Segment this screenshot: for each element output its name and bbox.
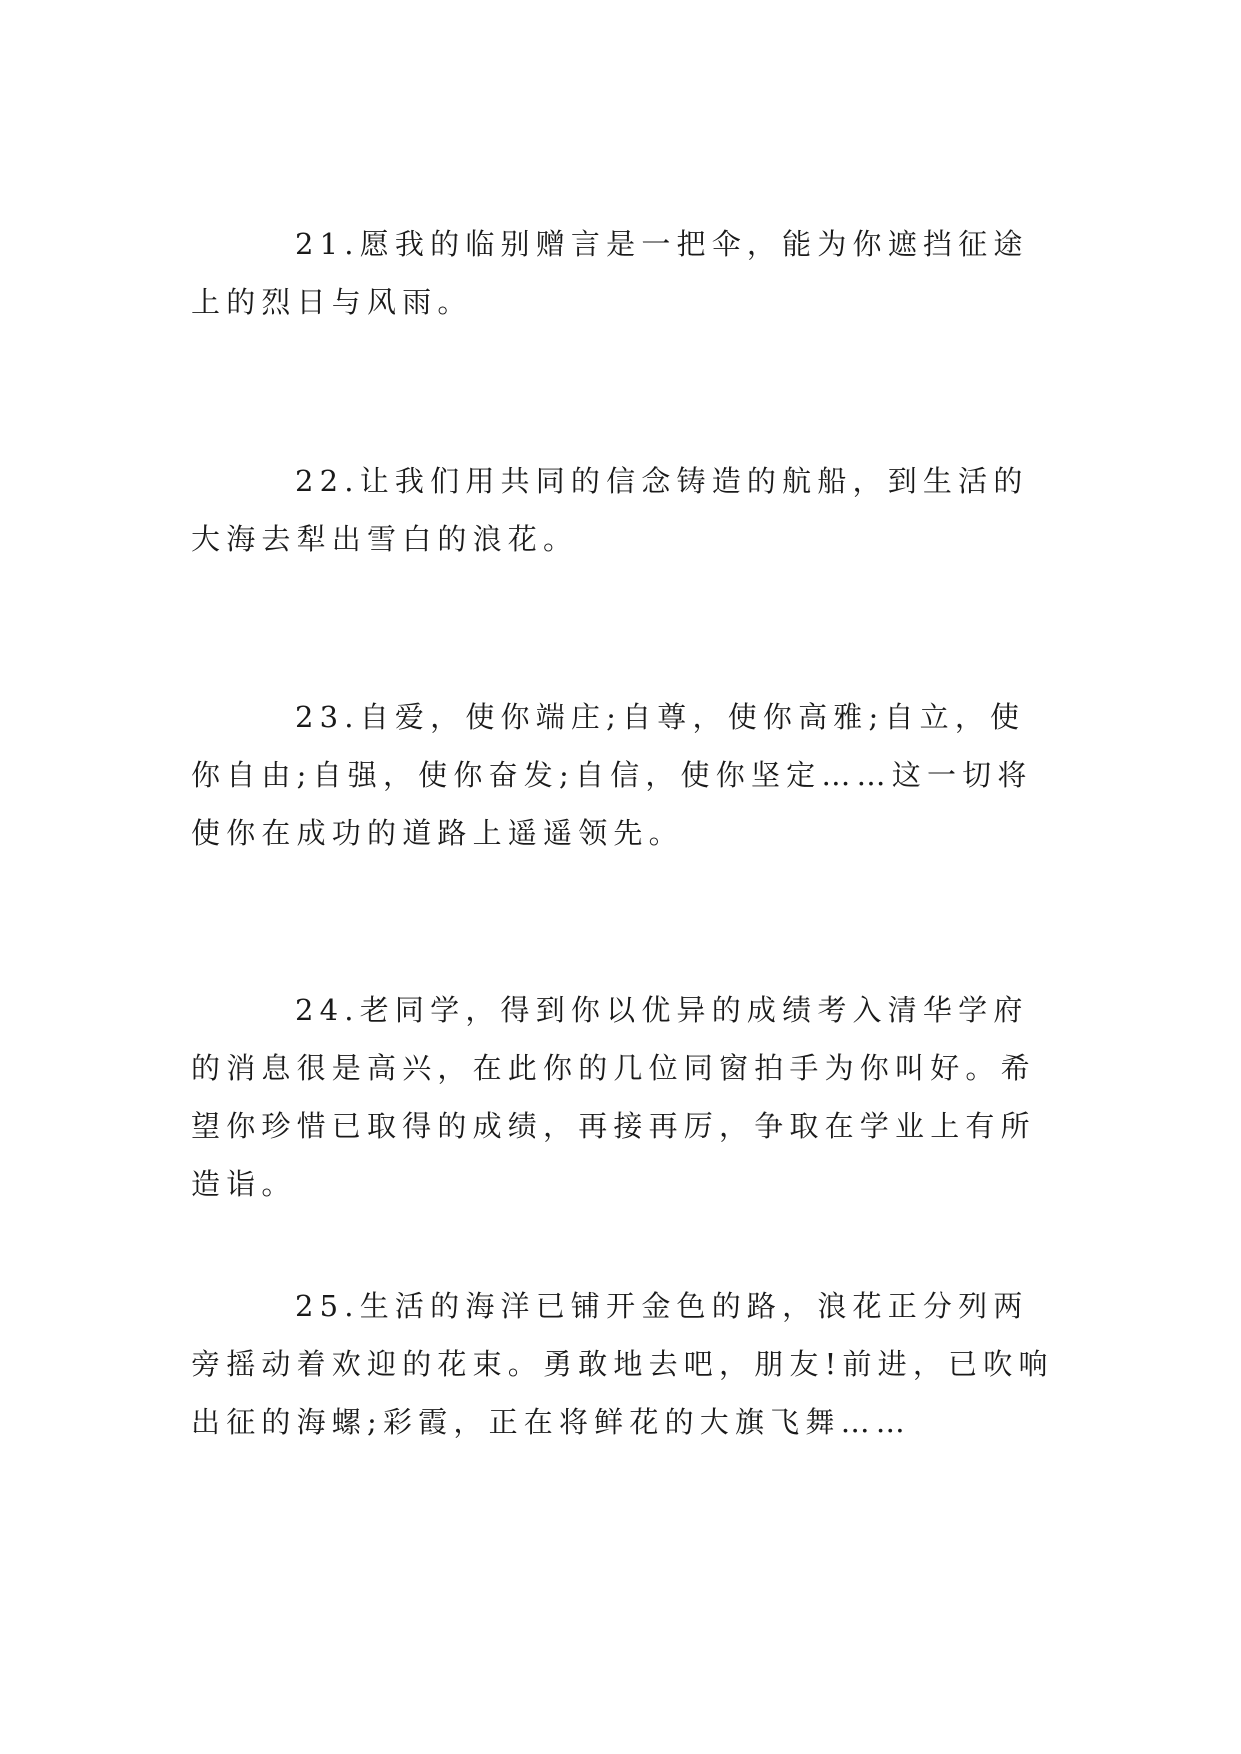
paragraph-25: 25.生活的海洋已铺开金色的路，浪花正分列两旁摇动着欢迎的花束。勇敢地去吧，朋友!前进，已吹响出征的海螺;彩霞，正在将鲜花的大旗飞舞…… (191, 1289, 1054, 1439)
paragraph-22: 22.让我们用共同的信念铸造的航船，到生活的大海去犁出雪白的浪花。 (191, 464, 1029, 556)
paragraph-23: 23.自爱，使你端庄;自尊，使你高雅;自立，使你自由;自强，使你奋发;自信，使你坚定……这一切将使你在成功的道路上遥遥领先。 (191, 700, 1033, 850)
paragraph-21: 21.愿我的临别赠言是一把伞，能为你遮挡征途上的烈日与风雨。 (191, 227, 1029, 319)
paragraph-24: 24.老同学，得到你以优异的成绩考入清华学府的消息很是高兴，在此你的几位同窗拍手为你叫好。希望你珍惜已取得的成绩，再接再厉，争取在学业上有所造诣。 (191, 993, 1036, 1201)
